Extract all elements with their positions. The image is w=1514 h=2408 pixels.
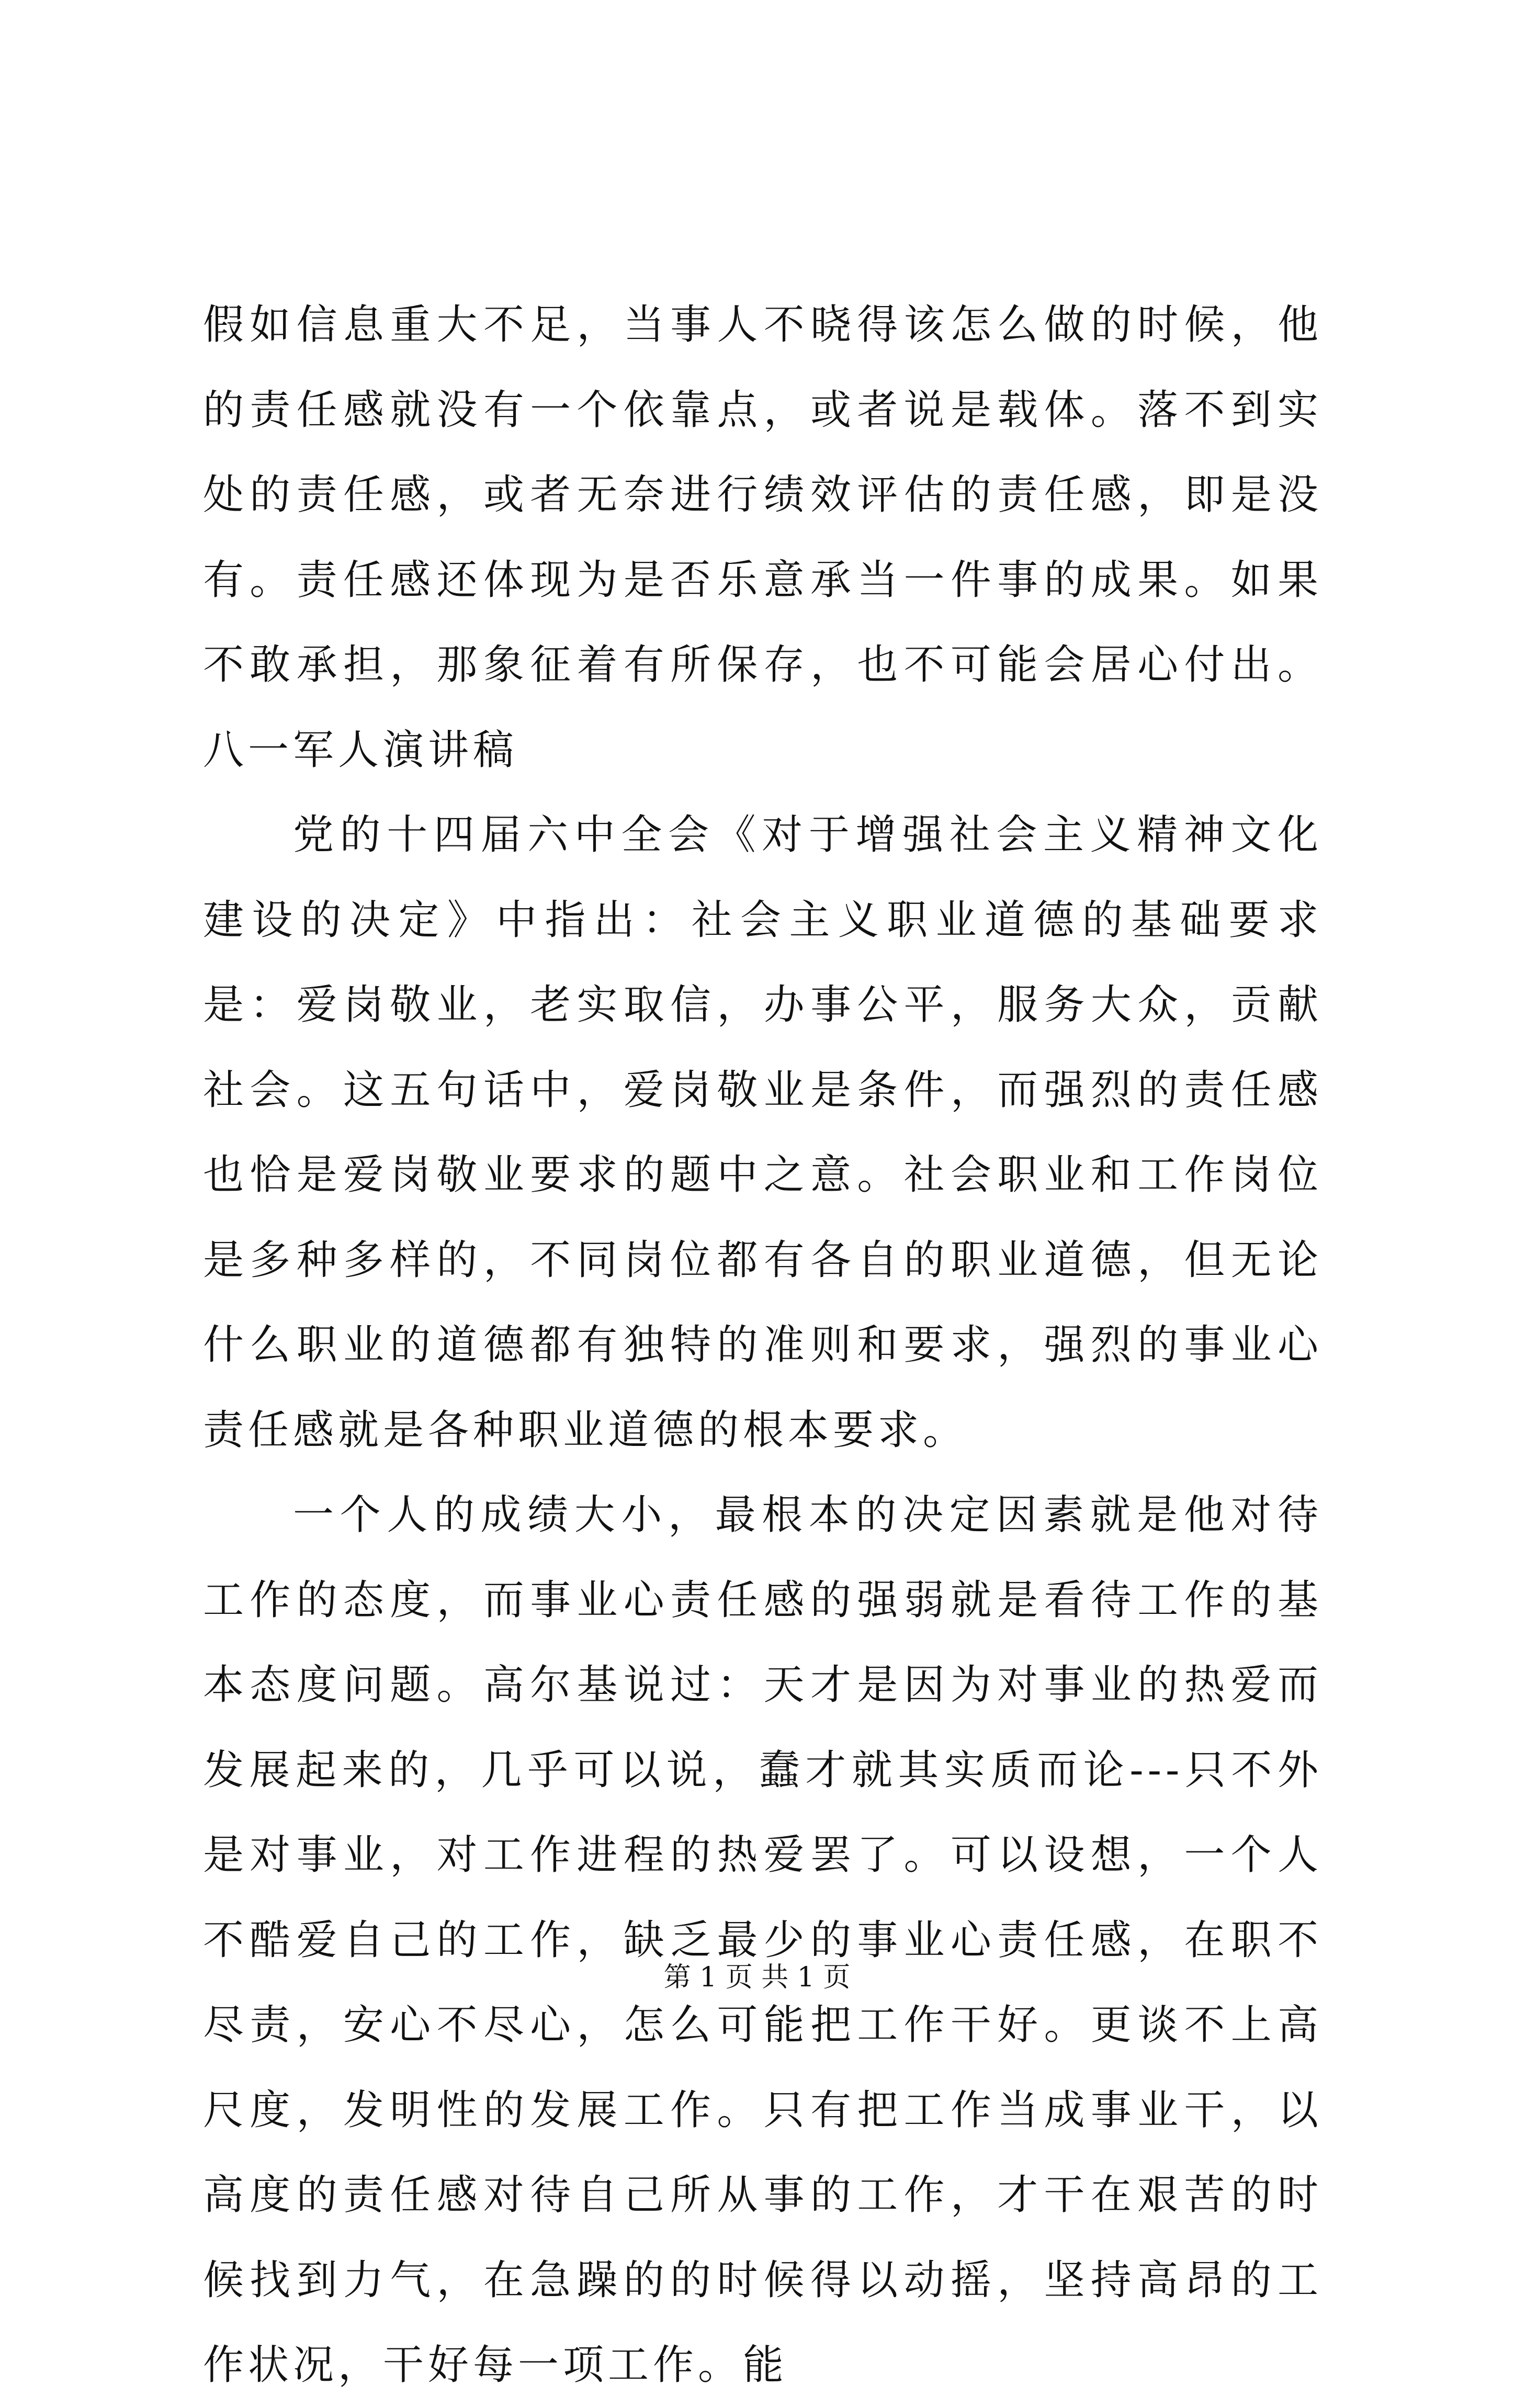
paragraph-2: 党的十四届六中全会《对于增强社会主义精神文化建设的决定》中指出：社会主义职业道德的基础要求是：爱岗敬业，老实取信，办事公平，服务大众，贡献社会。这五句话中，爱岗敬业是条件，而强烈的责任感也恰是爱岗敬业要求的题中之意。社会职业和工作岗位是多种多样的，不同岗位都有各自的职业道德，但无论什么职业的道德都有独特的准则和要求，强烈的事业心责任感就是各种职业道德的根本要求。 (203, 811, 1323, 1454)
document-body (203, 282, 1323, 2408)
paragraph-3: 一个人的成绩大小，最根本的决定因素就是他对待工作的态度，而事业心责任感的强弱就是看待工作的基本态度问题。高尔基说过：天才是因为对事业的热爱而发展起来的，几乎可以说，蠢才就其实质而论---只不外是对事业，对工作进程的热爱罢了。可以设想，一个人不酷爱自己的工作，缺乏最少的事业心责任感，在职不尽责，安心不尽心，怎么可能把工作干好。更谈不上高尺度，发明性的发展工作。只有把工作当成事业干，以高度的责任感对待自己所从事的工作，才干在艰苦的时候找到力气，在急躁的的时候得以动摇，坚持高昂的工作状况，干好每一项工作。能 (203, 1491, 1323, 2389)
page-footer: 第 1 页 共 1 页 (663, 1962, 851, 1993)
paragraph-1: 假如信息重大不足，当事人不晓得该怎么做的时候，他的责任感就没有一个依靠点，或者说是载体。落不到实处的责任感，或者无奈进行绩效评估的责任感，即是没有。责任感还体现为是否乐意承当一件事的成果。如果不敢承担，那象征着有所保存，也不可能会居心付出。八一军人演讲稿 (203, 301, 1323, 774)
